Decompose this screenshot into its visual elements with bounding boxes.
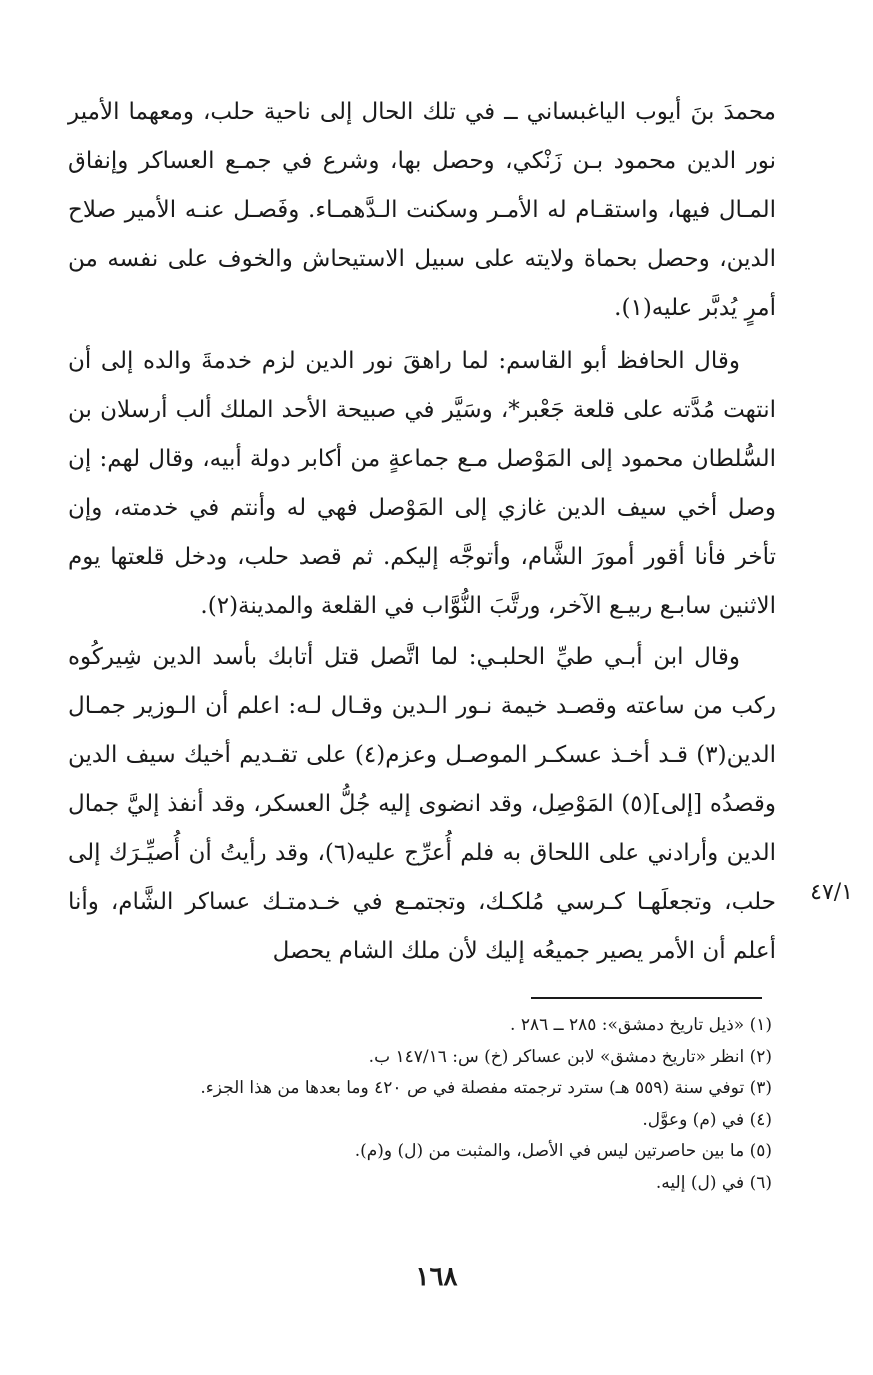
footnote-1: (١) «ذيل تاريخ دمشق»: ٢٨٥ ــ ٢٨٦ . — [510, 1015, 772, 1035]
footnote-4: (٤) في (م) وعوَّل. — [642, 1109, 772, 1130]
footnote-6: (٦) في (ل) إليه. — [655, 1172, 772, 1193]
page-number: ١٦٨ — [415, 1262, 458, 1292]
paragraph-2: وقال الحافظ أبو القاسم: لما راهقَ نور الدين لزم خدمةَ والده إلى أن انتهت مُدَّته على قلعة جَعْبر*، وسَيَّر في صبيحة الأحد الملك ألب أرسلان بن السُّلطان محمود إلى المَوْصل مـع جماعةٍ من أكابر دولة أبيه، وقال لهم: إن وصل أخي سيف الدين غازي إلى المَوْصل فهي له وأنتم في خدمته، وإن تأخر فأنا أقور أمورَ الشَّام، وأتوجَّه إليكم. ثم قصد حلب، ودخل قلعتها يوم الاثنين سابـع ربيـع الآخر، ورتَّبَ النُّوَّاب في القلعة والمدينة(٢). — [68, 348, 776, 619]
footnotes-list — [90, 1010, 772, 1199]
footnote-divider — [531, 997, 762, 999]
main-text-paragraph-2 — [68, 337, 776, 631]
footnote-3: (٣) توفي سنة (٥٥٩ هـ) سترد ترجمته مفصلة في ص ٤٢٠ وما بعدها من هذا الجزء. — [200, 1078, 772, 1098]
main-text-paragraph-1 — [68, 88, 776, 333]
paragraph-1: محمدَ بنَ أيوب الياغبساني ــ في تلك الحال إلى ناحية حلب، ومعهما الأمير نور الدين محمود بـن زَنْكي، وحصل بها، وشرع في جمـع العساكر وإنفاق المـال فيها، واستقـام له الأمـر وسكنت الـدَّهمـاء. وفَصـل عنـه الأمير صلاح الدين، وحصل بحماة ولايته على سبيل الاستيحاش والخوف على نفسه من أمرٍ يُدبَّر عليه(١). — [68, 99, 776, 321]
footnote-5: (٥) ما بين حاصرتين ليس في الأصل، والمثبت من (ل) و(م). — [354, 1141, 772, 1161]
footnote-2: (٢) انظر «تاريخ دمشق» لابن عساكر (خ) س: ١٤٧/١٦ ب. — [368, 1046, 772, 1067]
main-text-paragraph-3 — [68, 633, 776, 976]
paragraph-3: وقال ابن أبـي طيِّ الحلبـي: لما اتَّصل قتل أتابك بأسد الدين شِيركُوه ركب من ساعته وقصـد خيمة نـور الـدين وقـال لـه: اعلم أن الـوزير جمـال الدين(٣) قـد أخـذ عسكـر الموصـل وعزم(٤) على تقـديم أخيك سيف الدين وقصدُه [إلى](٥) المَوْصِل، وقد انضوى إليه جُلُّ العسكر، وقد أنفذ إليَّ جمال الدين وأرادني على اللحاق به فلم أُعرِّج عليه(٦)، وقد رأيتُ أن أُصيِّـرَك إلى حلب، وتجعلَهـا كـرسي مُلكـك، وتجتمـع في خـدمتـك عساكر الشَّام، وأنا أعلم أن الأمر يصير جميعُه إليك لأن ملك الشام يحصل — [68, 644, 777, 964]
margin-reference: ٤٧/١ — [810, 880, 853, 905]
